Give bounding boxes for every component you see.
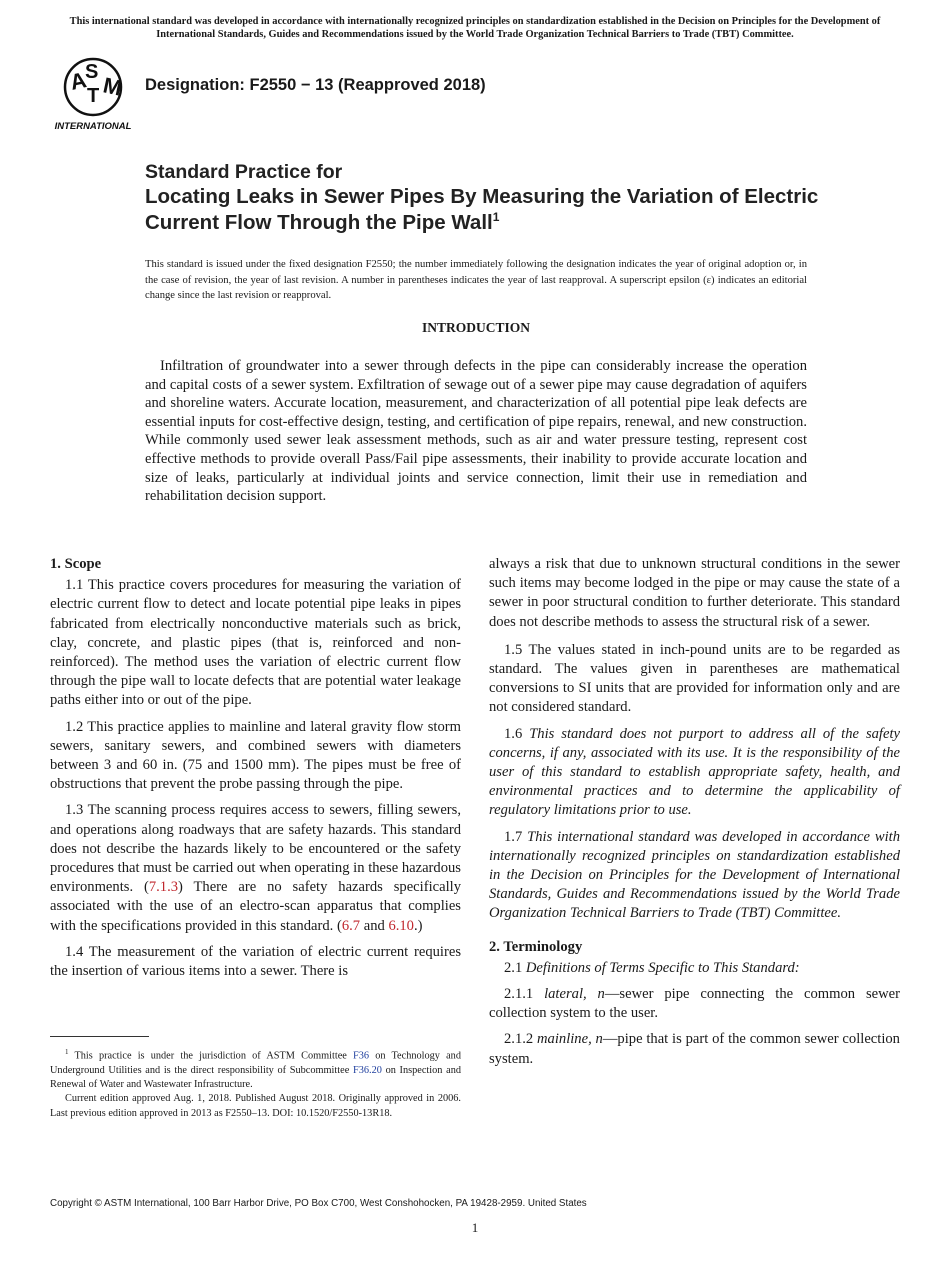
introduction-heading: INTRODUCTION <box>421 320 530 335</box>
astm-logo <box>52 56 134 132</box>
footnotes <box>50 1045 461 1121</box>
svg-text:T: T <box>87 85 100 107</box>
title-text: Locating Leaks in Sewer Pipes By Measuring the Variation of Electric Current Flow Through the Pipe Wall <box>145 185 819 234</box>
link-6-10[interactable]: 6.10 <box>388 917 414 934</box>
section-1-4: 1.4 The measurement of the variation of electric current requires the insertion of various items into a sewer. There is <box>50 943 461 980</box>
page-number: 1 <box>471 1220 479 1235</box>
section-1-3: 1.3 The scanning process requires access to sewers, filling sewers, and operations along roadways that are safety hazards. This standard does not describe the hazards likely to be encountered or the safety procedures that must be carried out when operating in these hazardous environments. (7.1.3) There are no safety hazards specifically associated with the use of an electro-scan apparatus that complies with the specifications provided in this standard. (6.7 and 6.10.) <box>50 802 461 934</box>
footnote-edition: Current edition approved Aug. 1, 2018. Published August 2018. Originally approved in 2006. Last previous edition approved in 2013 as F2550–13. DOI: 10.1520/F2550-13R18. <box>50 1093 461 1119</box>
astm-logo-icon <box>52 56 134 132</box>
section-1-2: 1.2 This practice applies to mainline and lateral gravity flow storm sewers, sanitary sewers, and combined sewers with diameters between 3 and 60 in. (75 and 1500 mm). The pipes must be free of obstructions that prevent the probe passing through the pipe. <box>50 718 461 793</box>
introduction-body: Infiltration of groundwater into a sewer through defects in the pipe can considerably increase the operation and capital costs of a sewer system. Exfiltration of sewage out of a sewer pipe may cause degradation of aquifers and shoreline waters. Accurate location, measurement, and characterization of all potential pipe leak defects are essential inputs for cost-effective design, testing, and certification of pipe repairs, renewal, and new construction. While commonly used sewer leak assessment methods, such as air and water pressure testing, represent cost effective methods to provide overall Pass/Fail pipe assessments, their inability to provide accurate location and size of leaks, particularly at individual joints and service connection, limit their use in remediation and rehabilitation decision support. <box>145 358 807 505</box>
svg-text:M: M <box>100 72 125 101</box>
document-title <box>145 184 845 236</box>
copyright: Copyright © ASTM International, 100 Barr Harbor Drive, PO Box C700, West Conshohocken, PA 19428-2959. United States <box>50 1198 587 1209</box>
svg-text:S: S <box>85 61 99 83</box>
section-2-1-2: 2.1.2 mainline, n—pipe that is part of the common sewer collection system. <box>489 1031 900 1067</box>
title-block <box>145 160 845 236</box>
footnote-rule <box>50 1036 149 1037</box>
issue-note: This standard is issued under the fixed designation F2550; the number immediately following the designation indicates the year of original adoption or, in the case of revision, the year of last revision. A number in parentheses indicates the year of last reapproval. A superscript epsilon (ε) indicates an editorial change since the last revision or reapproval. <box>145 259 807 301</box>
scope-heading: 1. Scope <box>50 556 102 572</box>
terminology-heading: 2. Terminology <box>489 938 583 955</box>
section-2-1-1: 2.1.1 lateral, n—sewer pipe connecting the common sewer collection system to the user. <box>489 986 900 1022</box>
link-f36[interactable]: F36 <box>353 1050 370 1062</box>
section-1-7: 1.7 This international standard was developed in accordance with internationally recognized principles on standardization established in the Decision on Principles for the Development of International Standards, Guides and Recommendations issued by the World Trade Organization Technical Barriers to Trade (TBT) Committee. <box>489 828 901 922</box>
designation: Designation: F2550 − 13 (Reapproved 2018) <box>145 76 486 94</box>
logo-text: INTERNATIONAL <box>54 121 132 132</box>
left-column <box>50 555 461 988</box>
svg-text:A: A <box>67 67 89 95</box>
section-1-6: 1.6 This standard does not purport to address all of the safety concerns, if any, associated with its use. It is the responsibility of the user of this standard to establish appropriate safety, health, and environmental practices and to determine the applicability of regulatory limitations prior to use. <box>489 725 900 819</box>
link-f36-20[interactable]: F36.20 <box>352 1064 382 1076</box>
section-1-1: 1.1 This practice covers procedures for measuring the variation of electric current flow to detect and locate potential pipe leaks in pipes fabricated from electrically nonconductive materials such as brick, clay, concrete, and plastic pipes (that is, reinforced and non-reinforced). The method uses the variation of electric current flow through the pipe wall to locate defects that are potential water leakage paths either into or out of the pipe. <box>50 577 461 709</box>
section-2-1: 2.1 Definitions of Terms Specific to This Standard: <box>504 959 800 976</box>
section-1-5: 1.5 The values stated in inch-pound units are to be regarded as standard. The values given in parentheses are mathematical conversions to SI units that are provided for information only and are not considered standard. <box>489 641 900 716</box>
title-footnote-mark[interactable]: 1 <box>492 210 500 225</box>
title-kicker: Standard Practice for <box>145 161 343 183</box>
right-column <box>489 555 900 1076</box>
link-7-1-3[interactable]: 7.1.3 <box>148 879 179 896</box>
top-notice: This international standard was developed in accordance with internationally recognized principles on standardization established in the Decision on Principles for the Development of International Standards, Guides and Recommendations issued by the World Trade Organization Technical Barriers to Trade (TBT) Committee. <box>69 16 881 40</box>
section-1-4-overflow: always a risk that due to unknown structural conditions in the sewer such items may become lodged in the pipe or may cause the state of a sewer in poor structural condition to further deteriorate. This standard does not describe methods to assess the structural risk of a sewer. <box>489 556 900 630</box>
link-6-7[interactable]: 6.7 <box>341 917 361 934</box>
footnote-1: $^1$ This practice is under the jurisdiction of ASTM Committee F36 on Technology and Underground Utilities and is the direct responsibility of Subcommittee F36.20 on Inspection and Renewal of Water and Wastewater Infrastructure. <box>50 1048 461 1091</box>
